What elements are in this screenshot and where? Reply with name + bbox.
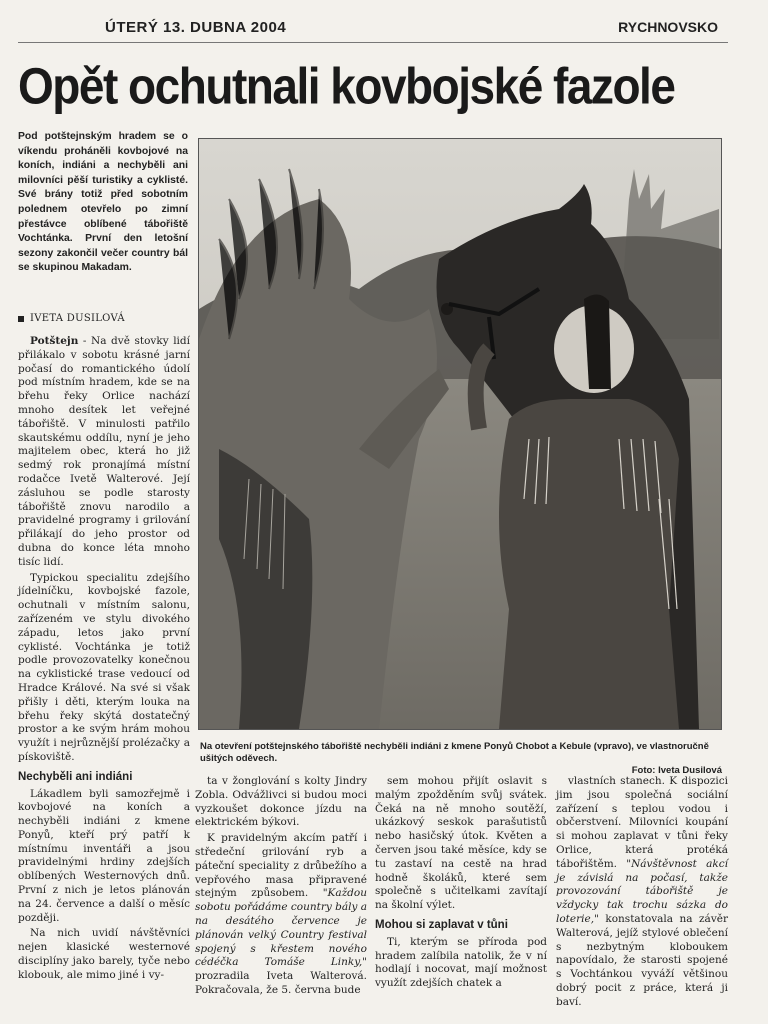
quote: "Návštěvnost akcí je závislá na počasí, takže provozování tábořiště je vždycky tak trochu sázka do loterie," <box>556 857 728 925</box>
photo-caption <box>200 741 722 777</box>
paragraph: ta v žonglování s kolty Jindry Zobla. Odvážlivci si budou moci vyzkoušet dokonce jízdu na elektrickém býkovi. <box>195 775 367 829</box>
photo-credit: Foto: Iveta Dusilová <box>631 765 722 776</box>
paragraph: sem mohou přijít oslavit s malým zpožděním svůj svátek. Čeká na ně mnoho soutěží, ukázkový seskok parašutistů nebo hasičský útok. Květen a červen jsou také měsíce, kdy se tu zastaví na cestě na hrad hodně školáků, které sem společně s učitelkami zavítají na školní výlet. <box>375 775 547 912</box>
author-byline <box>18 313 188 324</box>
issue-date: ÚTERÝ 13. DUBNA 2004 <box>105 19 287 36</box>
paragraph-text: - Na dvě stovky lidí přilákalo v sobotu krásné jarní počasí do romantického údolí pod místním hradem, kde se na břehu řeky Orlice nachází mnoho desítek let veřejné tábořiště. V minulosti patřilo skautskému oddílu, nyní je jeho majitelem obec, která ho již sedmý rok pronajímá místní rodačce Ivetě Walterové. Její zásluhou se podle starosty tábořiště znovu narodilo a pravidelné programy i grilování přilákají do jeho prostor od dubna do konce léta mnoho tisíc lidí. <box>18 335 190 568</box>
section-region: RYCHNOVSKO <box>618 19 718 35</box>
article-lead: Pod potštejnským hradem se o víkendu proháněli kovbojové na koních, indiáni a nechyběli ani milovníci pěší turistiky a cyklisté. Své brány totiž před sobotním polednem otevřelo po zimní přestávce oblíbené tábořiště Vochtánka. První den letošní sezony zakončil večer country bál se skupinou Makadam. <box>18 131 188 274</box>
author-name: IVETA DUSILOVÁ <box>30 313 125 324</box>
article-photo <box>198 138 722 730</box>
paragraph-text: K pravidelným akcím patří i středeční grilování ryb a páteční speciality z drůbežího a vepřového masa připravené stejným způsobem. <box>195 832 367 900</box>
byline-square-icon <box>18 316 24 322</box>
article-column-4 <box>556 775 728 1012</box>
dateline-place: Potštejn <box>30 335 79 347</box>
article-column-3 <box>375 775 547 993</box>
paragraph: Na nich uvidí návštěvníci nejen klasické westernové disciplíny jako barely, tyče nebo klobouk, ale mimo jiné i vy- <box>18 927 190 981</box>
photo-illustration <box>199 139 721 729</box>
subheading: Nechyběli ani indiáni <box>18 770 133 783</box>
paragraph: Ti, kterým se příroda pod hradem zalíbila natolik, že v ní hodlají i nocovat, mají možnost využít zdejších chatek a <box>375 935 547 990</box>
paragraph: Typickou specialitu zdejšího jídelníčku, kovbojské fazole, ochutnali v místním salonu, zařízeném ve stylu divokého západu, letos jako první cyklisté. Vochtánka je totiž podle provozovatelky konečnou na cyklistické trase vedoucí od Hradce Králové. Na své si však přišly i děti, kterým louka na břehu řeky skýtá dostatečný prostor a ke svým hrám mohou využít i nejrůznější prolézačky a pískoviště. <box>18 571 190 763</box>
article-column-2 <box>195 775 367 1000</box>
paragraph <box>556 775 728 1010</box>
paragraph <box>18 335 190 570</box>
article-headline: Opět ochutnali kovbojské fazole <box>18 57 675 115</box>
quote: "Každou sobotu pořádáme country bály a na desátého července je plánován velký Country festival spojený s křestem nového cédéčka Tomáše Linky," <box>195 887 367 969</box>
paragraph-text: vlastních stanech. K dispozici jim jsou společná sociální zařízení s teplou vodou i občerstvení. Milovníci koupání si mohou zaplavat v tůni řeky Orlice, která protéká tábořištěm. <box>556 775 728 870</box>
subheading: Mohou si zaplavat v tůni <box>375 918 508 931</box>
paragraph-text: konstatovala na závěr Walterová, jejíž stylové oblečení s nezbytným kloboukem napovídalo, že starosti spojené s Vochtánkou vyváží většinou dobrý pocit z práce, která ji baví. <box>556 912 728 1008</box>
paragraph: Lákadlem byli samozřejmě i kovbojové na koních a nechyběli indiáni z kmene Ponyů, kteří prý patří k místnímu inventáři a jsou pravidelnými hrdiny zdejších oblíbených Westernových dnů. První z nich je letos plánován na 24. července a další o měsíc později. <box>18 787 190 924</box>
caption-text: Na otevření potštejnského tábořiště nechyběli indiáni z kmene Ponyů Chobot a Kebule (vpravo), ve vlastnoručně ušitých oděvech. <box>200 741 709 764</box>
paragraph-text: prozradila Iveta Walterová. Pokračovala, že 5. června bude <box>195 970 367 996</box>
header-rule <box>18 42 728 43</box>
article-column-1 <box>18 335 190 985</box>
paragraph <box>195 832 367 998</box>
